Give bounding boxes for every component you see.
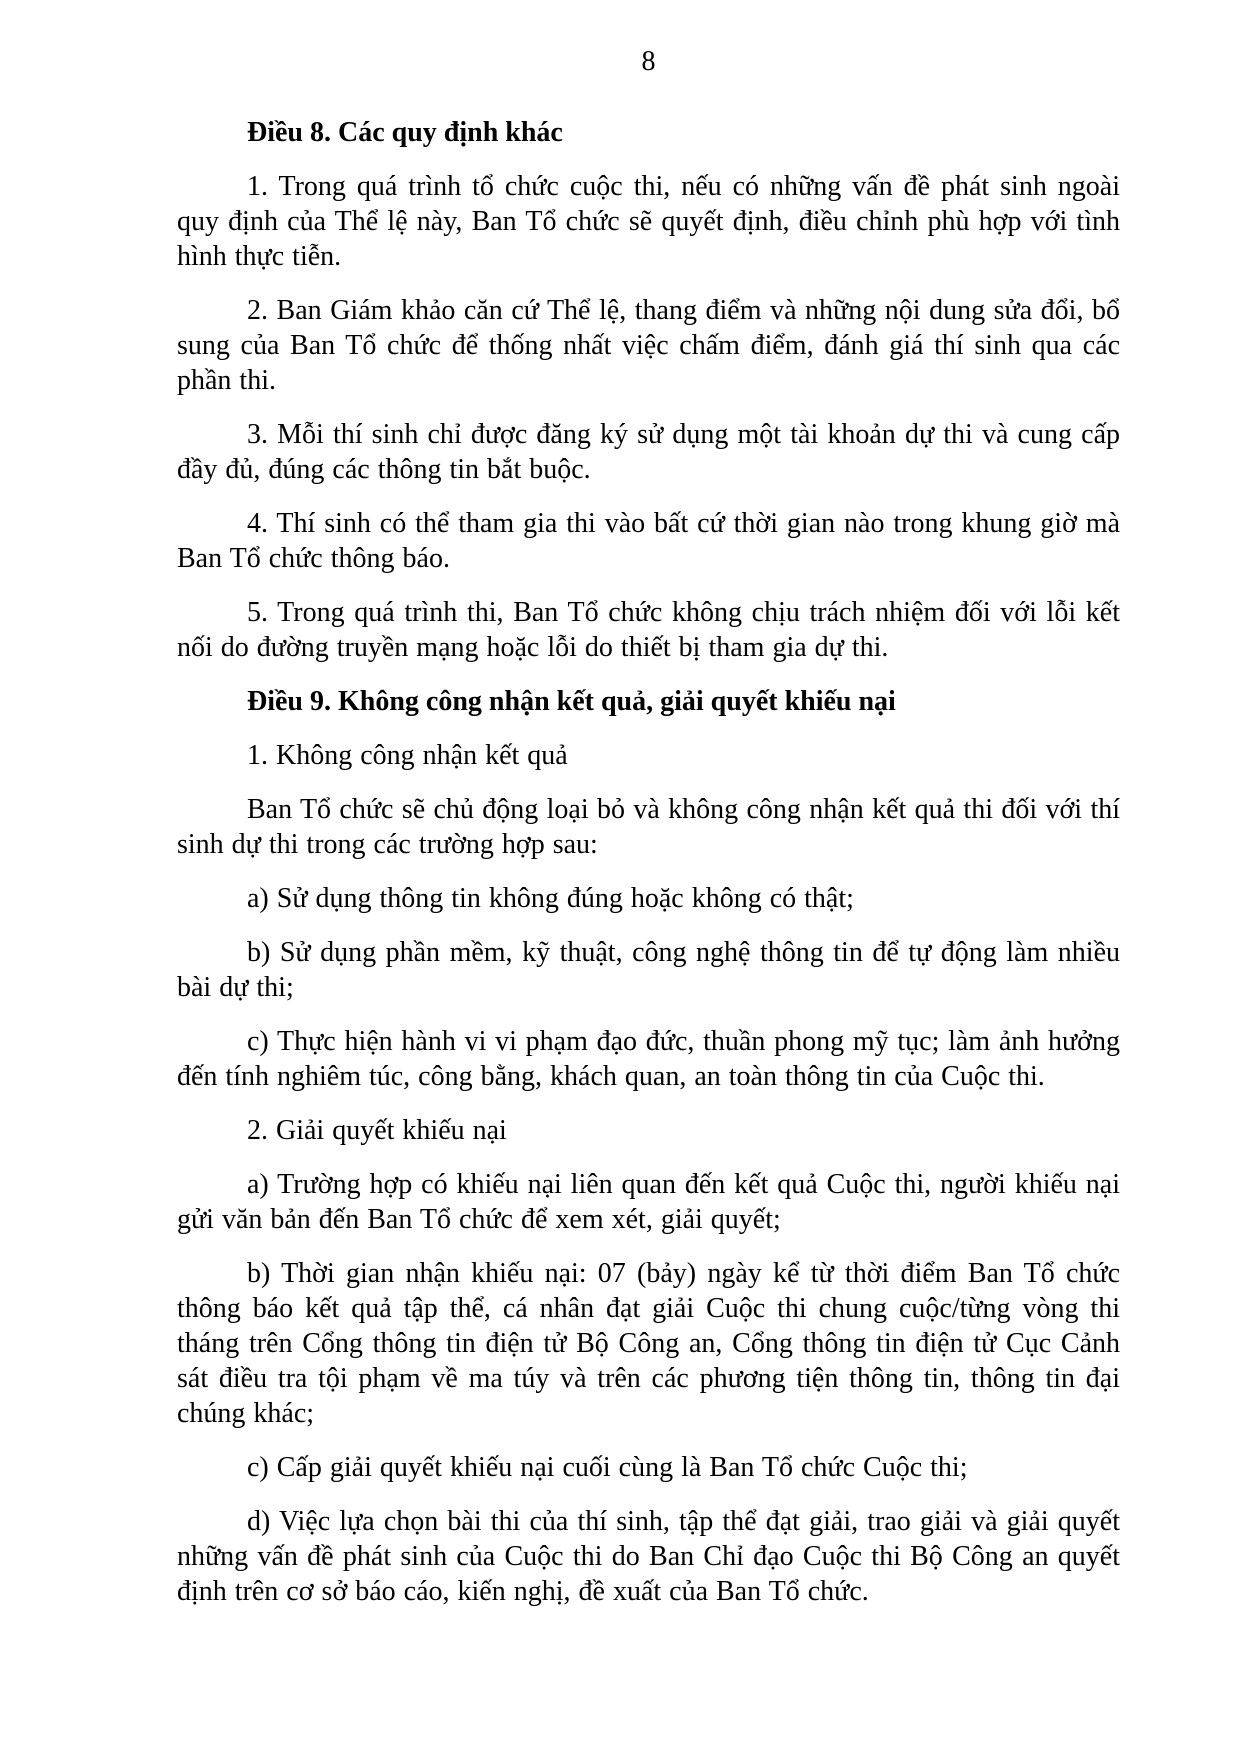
paragraph: b) Thời gian nhận khiếu nại: 07 (bảy) ngày kể từ thời điểm Ban Tổ chức thông báo kết quả tập thể, cá nhân đạt giải Cuộc thi chung cuộc/từng vòng thi tháng trên Cổng thông tin điện tử Bộ Công an, Cổng thông tin điện tử Cục Cảnh sát điều tra tội phạm về ma túy và trên các phương tiện thông tin, thông tin đại chúng khác; (177, 1258, 1120, 1429)
paragraph: 2. Ban Giám khảo căn cứ Thể lệ, thang điểm và những nội dung sửa đổi, bổ sung của Ban Tổ chức để thống nhất việc chấm điểm, đánh giá thí sinh qua các phần thi. (177, 295, 1120, 396)
section-heading: Điều 9. Không công nhận kết quả, giải quyết khiếu nại (247, 686, 896, 717)
paragraph: c) Thực hiện hành vi vi phạm đạo đức, thuần phong mỹ tục; làm ảnh hưởng đến tính nghiêm túc, công bằng, khách quan, an toàn thông tin của Cuộc thi. (177, 1026, 1120, 1092)
paragraph: 1. Không công nhận kết quả (247, 740, 568, 771)
paragraph: d) Việc lựa chọn bài thi của thí sinh, tập thể đạt giải, trao giải và giải quyết những vấn đề phát sinh của Cuộc thi do Ban Chỉ đạo Cuộc thi Bộ Công an quyết định trên cơ sở báo cáo, kiến nghị, đề xuất của Ban Tổ chức. (177, 1506, 1120, 1607)
paragraph: c) Cấp giải quyết khiếu nại cuối cùng là Ban Tổ chức Cuộc thi; (247, 1452, 968, 1483)
section-dieu-9 (177, 684, 1120, 1609)
paragraph: 2. Giải quyết khiếu nại (247, 1115, 507, 1146)
paragraph: 1. Trong quá trình tổ chức cuộc thi, nếu có những vấn đề phát sinh ngoài quy định của Thể lệ này, Ban Tổ chức sẽ quyết định, điều chỉnh phù hợp với tình hình thực tiễn. (177, 171, 1120, 272)
paragraph: 5. Trong quá trình thi, Ban Tổ chức không chịu trách nhiệm đối với lỗi kết nối do đường truyền mạng hoặc lỗi do thiết bị tham gia dự thi. (177, 597, 1120, 663)
paragraph: a) Trường hợp có khiếu nại liên quan đến kết quả Cuộc thi, người khiếu nại gửi văn bản đến Ban Tổ chức để xem xét, giải quyết; (177, 1169, 1120, 1235)
paragraph: a) Sử dụng thông tin không đúng hoặc không có thật; (247, 883, 854, 914)
page-number: 8 (641, 46, 656, 77)
paragraph: b) Sử dụng phần mềm, kỹ thuật, công nghệ thông tin để tự động làm nhiều bài dự thi; (177, 937, 1120, 1003)
paragraph: 4. Thí sinh có thể tham gia thi vào bất cứ thời gian nào trong khung giờ mà Ban Tổ chức thông báo. (177, 508, 1120, 574)
paragraph: Ban Tổ chức sẽ chủ động loại bỏ và không công nhận kết quả thi đối với thí sinh dự thi trong các trường hợp sau: (177, 794, 1120, 860)
section-heading: Điều 8. Các quy định khác (247, 117, 563, 148)
section-dieu-8 (177, 115, 1120, 665)
paragraph: 3. Mỗi thí sinh chỉ được đăng ký sử dụng một tài khoản dự thi và cung cấp đầy đủ, đúng các thông tin bắt buộc. (177, 419, 1120, 485)
